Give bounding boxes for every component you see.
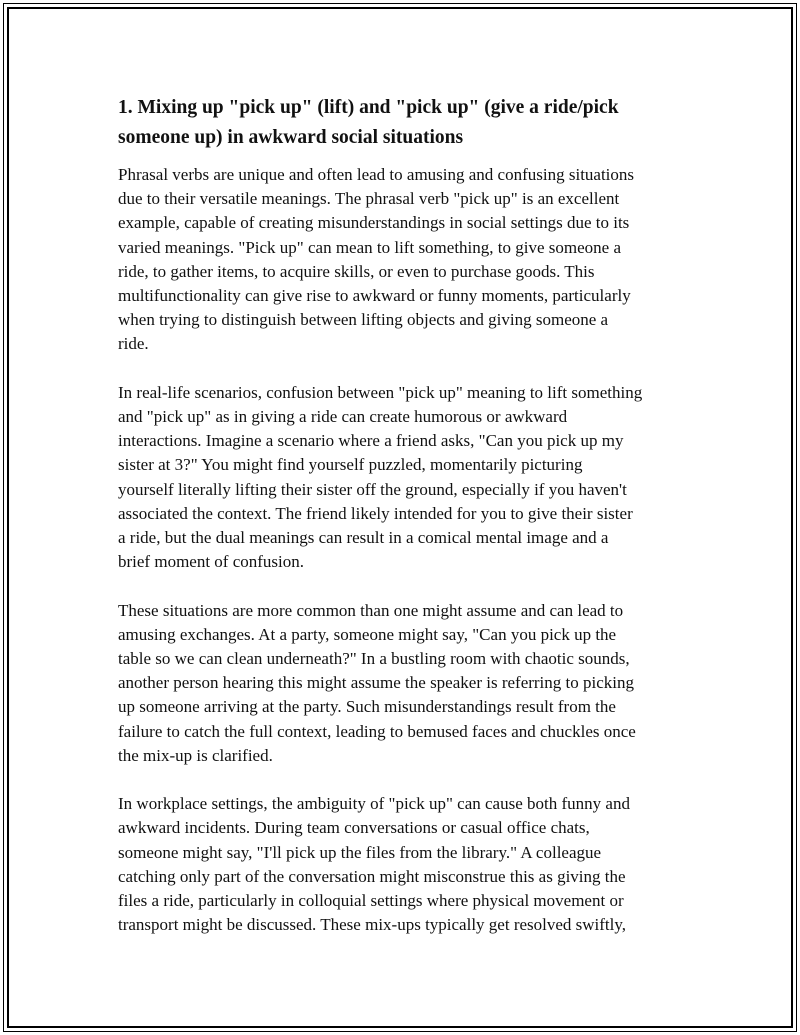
- paragraph-line: Phrasal verbs are unique and often lead to amusing and confusing situations: [118, 165, 635, 184]
- section-heading: 1. Mixing up "pick up" (lift) and "pick up" (give a ride/pick someone up) in awkward social situations: [118, 97, 619, 148]
- paragraph-line: varied meanings. "Pick up" can mean to lift something, to give someone a: [118, 237, 621, 257]
- paragraph-line: a ride, but the dual meanings can result in a comical mental image and a: [118, 528, 609, 548]
- paragraph-line: transport might be discussed. These mix-ups typically get resolved swiftly,: [118, 915, 627, 935]
- paragraph-line: example, capable of creating misunderstandings in social settings due to its: [118, 213, 630, 233]
- paragraph: [118, 599, 693, 768]
- paragraph-line: In real-life scenarios, confusion between "pick up" meaning to lift something: [118, 382, 643, 402]
- paragraph-line: ride, to gather items, to acquire skills, or even to purchase goods. This: [118, 261, 595, 281]
- paragraph-line: the mix-up is clarified.: [118, 745, 273, 765]
- paragraph-line: In workplace settings, the ambiguity of "pick up" can cause both funny and: [118, 794, 630, 814]
- paragraph-line: files a ride, particularly in colloquial settings where physical movement or: [118, 891, 624, 911]
- paragraph-line: awkward incidents. During team conversations or casual office chats,: [118, 818, 590, 838]
- paragraph-line: sister at 3?" You might find yourself puzzled, momentarily picturing: [118, 455, 583, 475]
- paragraph-line: another person hearing this might assume the speaker is referring to picking: [118, 673, 634, 693]
- paragraph-line: amusing exchanges. At a party, someone might say, "Can you pick up the: [118, 624, 617, 644]
- paragraph-line: up someone arriving at the party. Such misunderstandings result from the: [118, 697, 616, 717]
- paragraph-line: interactions. Imagine a scenario where a friend asks, "Can you pick up my: [118, 431, 624, 451]
- paragraph-line: multifunctionality can give rise to awkward or funny moments, particularly: [118, 286, 631, 306]
- document-body: [118, 93, 693, 962]
- paragraph-line: due to their versatile meanings. The phrasal verb "pick up" is an excellent: [118, 189, 620, 209]
- paragraph-line: when trying to distinguish between lifting objects and giving someone a: [118, 310, 609, 330]
- paragraph-line: associated the context. The friend likely intended for you to give their sister: [118, 503, 633, 523]
- paragraph-line: someone might say, "I'll pick up the files from the library." A colleague: [118, 842, 602, 862]
- paragraph: [118, 381, 693, 575]
- paragraph-line: brief moment of confusion.: [118, 552, 305, 572]
- paragraph-line: These situations are more common than one might assume and can lead to: [118, 600, 624, 620]
- paragraph-line: table so we can clean underneath?" In a bustling room with chaotic sounds,: [118, 649, 630, 669]
- paragraph-line: ride.: [118, 334, 149, 354]
- paragraph-line: catching only part of the conversation might misconstrue this as giving the: [118, 866, 626, 886]
- paragraphs-container: [118, 163, 693, 937]
- paragraph-line: yourself literally lifting their sister off the ground, especially if you haven't: [118, 479, 627, 499]
- paragraph: [118, 792, 693, 937]
- paragraph-line: failure to catch the full context, leading to bemused faces and chuckles once: [118, 721, 636, 741]
- paragraph: [118, 163, 693, 357]
- paragraph-line: and "pick up" as in giving a ride can create humorous or awkward: [118, 407, 568, 427]
